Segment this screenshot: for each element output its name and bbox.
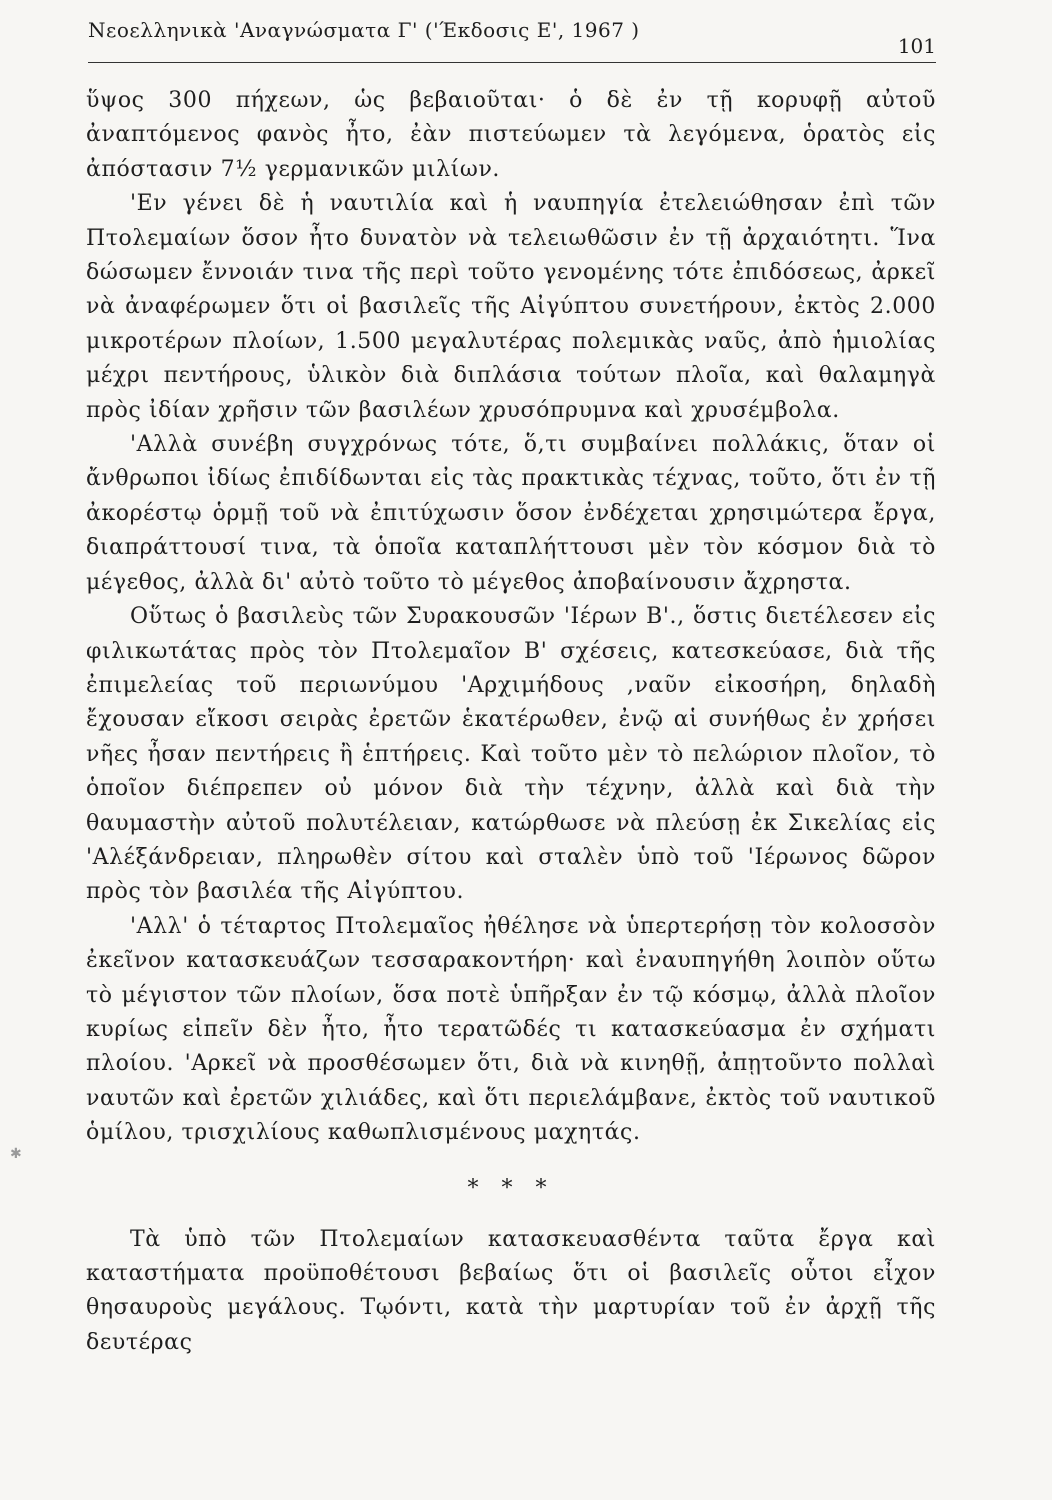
page-number: 101 xyxy=(897,34,936,58)
paragraph: Οὕτως ὁ βασιλεὺς τῶν Συρακουσῶν 'Ιέρων Β'., ὅστις διετέλεσεν εἰς φιλικωτάτας πρὸς τὸν Πτολεμαῖον Β' σχέσεις, κατεσκεύασε, διὰ τῆς ἐπιμελείας τοῦ περιωνύμου 'Αρχιμήδους ,ναῦν εἰκοσήρη, δηλαδὴ ἔχουσαν εἴκοσι σειρὰς ἐρετῶν ἑκατέρωθεν, ἐνῷ αἱ συνήθως ἐν χρήσει νῆες ἦσαν πεντήρεις ἢ ἑπτήρεις. Καὶ τοῦτο μὲν τὸ πελώριον πλοῖον, τὸ ὁποῖον διέπρεπεν οὐ μόνον διὰ τὴν τέχνην, ἀλλὰ καὶ διὰ τὴν θαυμαστὴν αὐτοῦ πολυτέλειαν, κατώρθωσε νὰ πλεύσῃ ἐκ Σικελίας εἰς 'Αλέξάνδρειαν, πληρωθὲν σίτου καὶ σταλὲν ὑπὸ τοῦ 'Ιέρωνος δῶρον πρὸς τὸν βασιλέα τῆς Αἰγύπτου. xyxy=(86,604,936,905)
paragraph: ὕψος 300 πήχεων, ὡς βεβαιοῦται· ὁ δὲ ἐν τῇ κορυφῇ αὐτοῦ ἀναπτόμενος φανὸς ἦτο, ἐὰν πιστεύωμεν τὰ λεγόμενα, ὁρατὸς εἰς ἀπόστασιν 7½ γερμανικῶν μιλίων. xyxy=(86,88,936,182)
header-rule xyxy=(88,62,936,63)
paragraph: 'Εν γένει δὲ ἡ ναυτιλία καὶ ἡ ναυπηγία ἐτελειώθησαν ἐπὶ τῶν Πτολεμαίων ὅσον ἦτο δυνατὸν νὰ τελειωθῶσιν ἐν τῇ ἀρχαιότητι. Ἵνα δώσωμεν ἔννοιάν τινα τῆς περὶ τοῦτο γενομένης τότε ἐπιδόσεως, ἀρκεῖ νὰ ἀναφέρωμεν ὅτι οἱ βασιλεῖς τῆς Αἰγύπτου συνετήρουν, ἐκτὸς 2.000 μικροτέρων πλοίων, 1.500 μεγαλυτέρας πολεμικὰς ναῦς, ἀπὸ ἡμιολίας μέχρι πεντήρους, ὑλικὸν διὰ διπλάσια τούτων πλοῖα, καὶ θαλαμηγὰ πρὸς ἰδίαν χρῆσιν τῶν βασιλέων χρυσόπρυμνα καὶ χρυσέμβολα. xyxy=(86,191,936,423)
paragraph: 'Αλλ' ὁ τέταρτος Πτολεμαῖος ἠθέλησε νὰ ὑπερτερήσῃ τὸν κολοσσὸν ἐκεῖνον κατασκευάζων τεσσαρακοντήρη· καὶ ἐναυπηγήθη λοιπὸν οὕτω τὸ μέγιστον τῶν πλοίων, ὅσα ποτὲ ὑπῆρξαν ἐν τῷ κόσμῳ, ἀλλὰ πλοῖον κυρίως εἰπεῖν δὲν ἦτο, ἦτο τερατῶδές τι κατασκεύασμα ἐν σχήματι πλοίου. 'Αρκεῖ νὰ προσθέσωμεν ὅτι, διὰ νὰ κινηθῇ, ἀπῃτοῦντο πολλαὶ ναυτῶν καὶ ἐρετῶν χιλιάδες, καὶ ὅτι περιελάμβανε, ἐκτὸς τοῦ ναυτικοῦ ὁμίλου, τρισχιλίους καθωπλισμένους μαχητάς. xyxy=(86,913,936,1146)
margin-speck: ✱ xyxy=(10,1146,22,1162)
paragraph: Τὰ ὑπὸ τῶν Πτολεμαίων κατασκευασθέντα ταῦτα ἔργα καὶ καταστήματα προϋποθέτουσι βεβαίως ὅτι οἱ βασιλεῖς οὗτοι εἶχον θησαυροὺς μεγάλους. Τῳόντι, κατὰ τὴν μαρτυρίαν τοῦ ἐν ἀρχῇ τῆς δευτέρας xyxy=(86,1226,936,1355)
main-text xyxy=(86,84,936,1360)
running-header-title: Νεοελληνικὰ 'Αναγνώσματα Γ' ('Έκδοσις Ε', 1967 ) xyxy=(88,18,640,42)
running-header xyxy=(88,10,936,60)
paragraph: 'Αλλὰ συνέβη συγχρόνως τότε, ὅ,τι συμβαίνει πολλάκις, ὅταν οἱ ἄνθρωποι ἰδίως ἐπιδίδωνται εἰς τὰς πρακτικὰς τέχνας, τοῦτο, ὅτι ἐν τῇ ἀκορέστῳ ὁρμῇ τοῦ νὰ ἐπιτύχωσιν ὅσον ἐνδέχεται χρησιμώτερα ἔργα, διαπράττουσί τινα, τὰ ὁποῖα καταπλήττουσι μὲν τὸν κόσμον διὰ τὸ μέγεθος, ἀλλὰ δι' αὐτὸ τοῦτο τὸ μέγεθος ἀποβαίνουσιν ἄχρηστα. xyxy=(86,432,936,595)
section-ornament: * * * xyxy=(467,1175,555,1201)
